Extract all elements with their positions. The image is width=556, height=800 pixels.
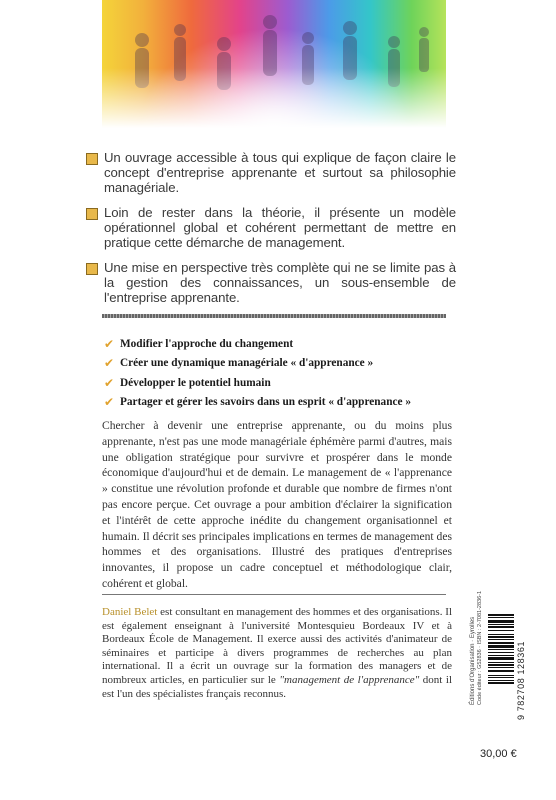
dotted-divider: [102, 314, 446, 318]
check-text: Développer le potentiel humain: [120, 376, 271, 389]
feature-bullets: [86, 150, 456, 315]
feature-bullet: [86, 260, 456, 305]
check-item: [104, 373, 454, 393]
divider: [102, 594, 446, 595]
checkmark-icon: ✔: [104, 395, 115, 410]
square-bullet-icon: [86, 263, 98, 275]
checkmark-icon: ✔: [104, 356, 115, 371]
feature-bullet: [86, 205, 456, 250]
check-list: [104, 334, 454, 412]
isbn-number: 9 782708 128361: [516, 640, 526, 720]
check-text: Modifier l'approche du changement: [120, 337, 294, 350]
checkmark-icon: ✔: [104, 375, 115, 390]
check-item: [104, 334, 454, 354]
author-bio: [102, 606, 452, 701]
feature-bullet: [86, 150, 456, 195]
barcode-icon: [488, 612, 514, 724]
check-text: Créer une dynamique managériale « d'apprenance »: [120, 357, 374, 370]
check-text: Partager et gérer les savoirs dans un esprit « d'apprenance »: [120, 396, 411, 409]
bio-emphasis: "management de l'apprenance": [279, 673, 420, 686]
square-bullet-icon: [86, 153, 98, 165]
check-item: [104, 354, 454, 374]
square-bullet-icon: [86, 208, 98, 220]
cover-photo-people-silhouettes: [102, 0, 446, 128]
feature-text: Un ouvrage accessible à tous qui explique de façon claire le concept d'entreprise apprenante et surtout sa philosophie managériale.: [104, 150, 456, 195]
feature-text: Une mise en perspective très complète qui ne se limite pas à la gestion des connaissances, un sous-ensemble de l'entreprise apprenante.: [104, 260, 456, 305]
code-side-text: Code éditeur : G52836 · ISBN : 2-7081-2836-1: [477, 590, 483, 705]
price: 30,00 €: [480, 748, 517, 760]
author-name: Daniel Belet: [102, 606, 158, 618]
bio-text: est consultant en management des hommes et des organisations. Il est également enseignant à l'université Montesquieu Bordeaux IV et à Bordeaux École de Management. Il exerce aussi des activités d'animateur de séminaires et participe à divers programmes de recherches au plan international. Il a écrit un ouvrage sur la formation des managers et de nombreux articles, en particulier sur le: [102, 606, 452, 686]
publisher-side-text: Éditions d'Organisation · Eyrolles: [470, 616, 476, 705]
description-paragraph: Chercher à devenir une entreprise apprenante, ou du moins plus apprenante, n'est pas une mode managériale éphémère parmi d'autres, mais une obligation stratégique pour survivre et prospérer dans le monde économique d'aujourd'hui et de demain. Le management de « l'apprenance » constitue une révolution profonde et durable que nombre de firmes n'ont pas encore perçue. Cet ouvrage a pour ambition d'éclairer la signification et l'intérêt de cette approche inédite du changement organisationnel et humain. Il décrit ses principales implications en termes de management des hommes et des organisations. Illustré des pratiques d'entreprises innovantes, il propose un cadre conceptuel et méthodologique clair, cohérent et global.: [102, 419, 452, 590]
check-item: [104, 393, 454, 413]
checkmark-icon: ✔: [104, 336, 115, 351]
feature-text: Loin de rester dans la théorie, il présente un modèle opérationnel global et cohérent permettant de mettre en pratique cette démarche de management.: [104, 205, 456, 250]
bio-text-end: dont il est l'un des spécialistes français reconnus.: [102, 673, 452, 700]
